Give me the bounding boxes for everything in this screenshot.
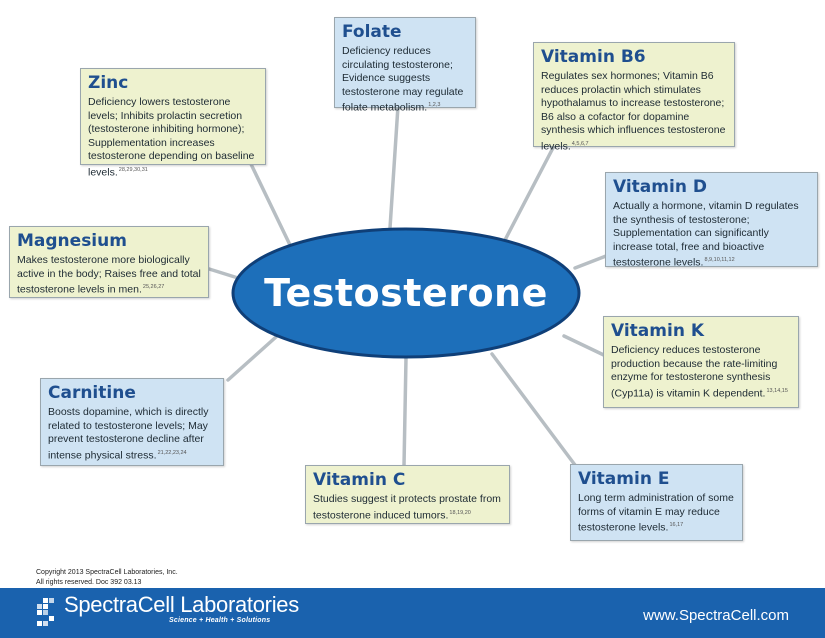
reference-numbers: 16,17 [669,522,684,529]
reference-numbers: 8,9,10,11,12 [704,257,735,264]
node-title: Vitamin C [313,470,406,490]
connector-vitamin-b6 [505,146,554,240]
reference-numbers: 18,19,20 [449,509,471,516]
node-text: Boosts dopamine, which is directly related to testosterone levels; May prevent testosterone decline after intense physical stress.$^{21,22,23,24}$ [48,406,209,462]
node-title: Vitamin E [578,469,670,489]
node-vitamin-e [570,464,743,541]
node-magnesium [9,226,209,298]
reference-numbers: 4,5,6,7 [571,140,589,147]
node-title: Vitamin K [611,321,705,341]
node-text: Actually a hormone, vitamin D regulates the synthesis of testosterone; Supplementation can significantly increase total, free and bioactive testosterone levels.$^{8,9,10,11,12}$ [613,200,799,269]
node-text: Deficiency reduces circulating testosterone; Evidence suggests testosterone may regulate folate metabolism.$^{1,2,3}$ [342,45,464,114]
node-title: Vitamin D [613,177,707,197]
connector-vitamin-c [404,358,406,466]
node-text: Studies suggest it protects prostate from testosterone induced tumors.$^{18,19,20}$ [313,493,501,522]
node-zinc [80,68,266,179]
brand-tagline: Science + Health + Solutions [169,617,271,624]
node-title: Carnitine [48,383,136,403]
node-title: Vitamin B6 [541,47,646,67]
node-vitamin-k [603,316,799,408]
copyright-line: Copyright 2013 SpectraCell Laboratories, Inc. [36,569,178,576]
node-text: Deficiency reduces testosterone production because the rate-limiting enzyme for testosterone synthesis (Cyp11a) is vitamin K dependent.$^{13,14,15}$ [611,344,788,400]
node-text: Makes testosterone more biologically active in the body; Raises free and total testosterone levels in men.$^{25,26,27}$ [17,254,201,296]
reference-numbers: 13,14,15 [766,387,788,394]
center-label: Testosterone [264,271,548,315]
node-vitamin-b6 [533,42,735,153]
rights-line: All rights reserved. Doc 392 03.13 [36,578,142,586]
brand-name: SpectraCell Laboratories [64,592,299,617]
website-link[interactable]: www.SpectraCell.com [643,607,789,624]
copyright-notice [36,568,178,587]
node-title: Magnesium [17,231,127,251]
reference-numbers: 28,29,30,31 [118,166,148,173]
node-text: Deficiency lowers testosterone levels; Inhibits prolactin secretion (testosterone inhibiting hormone); Supplementation increases testosterone depending on baseline levels.$^{28,29,30,31}$ [88,96,255,179]
node-title: Zinc [88,73,129,93]
node-vitamin-c [305,465,510,524]
connector-vitamin-e [492,354,575,465]
node-title: Folate [342,22,402,42]
node-vitamin-d [605,172,818,267]
node-carnitine [40,378,224,466]
node-text: Regulates sex hormones; Vitamin B6 reduces prolactin which stimulates hypothalamus to increase testosterone; B6 also a cofactor for dopamine synthesis which influences testosterone levels.$^{4,5,6,7}$ [541,70,726,153]
reference-numbers: 25,26,27 [142,284,165,291]
reference-numbers: 1,2,3 [428,102,441,109]
spectracell-logo-icon [34,597,62,627]
reference-numbers: 21,22,23,24 [157,449,187,456]
node-folate [334,17,476,114]
node-text: Long term administration of some forms of vitamin E may reduce testosterone levels.$^{16,17}$ [578,492,734,534]
connector-folate [390,106,398,228]
